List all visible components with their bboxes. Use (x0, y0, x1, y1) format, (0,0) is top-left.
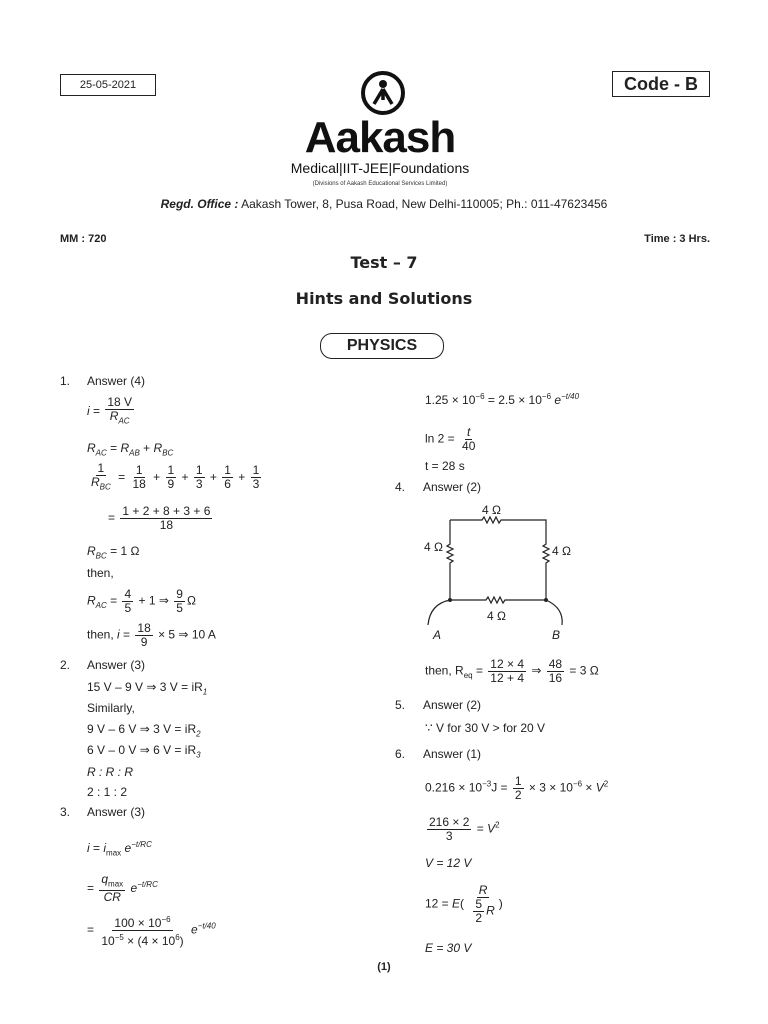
q6-e: E = 30 V (425, 941, 472, 955)
q2-number: 2. (60, 658, 71, 672)
q6-eq2: $\frac{216 \times 2}{3}$ = $V^2$ (429, 815, 500, 843)
q1-eq5: $R_{AC}$ = $\frac{4}{5}$ + 1 ⇒ $\frac{9}{5}$ Ω (87, 587, 196, 615)
q3-answer: Answer (3) (87, 805, 146, 819)
duration: Time : 3 Hrs. (644, 233, 710, 245)
q4-resistor-top: 4 Ω (482, 503, 501, 517)
test-subtitle: Hints and Solutions (295, 289, 473, 308)
q2-line1-text: 15 V – 9 V ⇒ 3 V = iR (87, 680, 203, 694)
max-marks: MM : 720 (60, 233, 107, 245)
q4-resistor-bottom: 4 Ω (487, 609, 506, 623)
q3-eq2: = $\frac{q_{max}}{CR}$ $e^{-t/RC}$ (87, 872, 158, 905)
brand-name: Aakash (304, 113, 456, 162)
aakash-logo-icon (360, 70, 406, 116)
q1-eq1: i = $\frac{18 V}{R_{AC}}$ (87, 395, 133, 426)
q4-node-left (448, 598, 452, 602)
test-title: Test – 7 (350, 253, 418, 272)
q2-answer: Answer (3) (87, 658, 146, 672)
q1-answer: Answer (4) (87, 374, 146, 388)
q4-resistor-left: 4 Ω (424, 540, 443, 554)
q1-rbc-symbol: R (87, 544, 96, 558)
q6-answer: Answer (1) (423, 747, 482, 761)
q5-answer: Answer (2) (423, 698, 482, 712)
q3-result: t = 28 s (425, 459, 465, 473)
q2-line1: 15 V – 9 V ⇒ 3 $V = iR_1$ (87, 680, 208, 697)
date-box: 25-05-2021 (60, 74, 156, 96)
q2-line3: 6 V – 0 V ⇒ 6 $V = iR_3$ (87, 743, 201, 760)
q2-similarly: Similarly, (87, 701, 135, 715)
q1-rbc-value: = 1 Ω (110, 544, 140, 558)
q6-eq1: $0.216 \times 10^{-3}J$ = $\frac{1}{2}$ × $3 \times 10^{-6} \times V^2$ (425, 774, 609, 802)
q1-number: 1. (60, 374, 71, 388)
subject-badge: PHYSICS (320, 333, 444, 359)
q5-line: ∵ V for 30 V > for 20 V (425, 721, 546, 735)
q1-eq6: then, i = $\frac{18}{9}$ × 5 ⇒ 10 A (87, 621, 216, 649)
q4-label-a: A (433, 628, 442, 642)
q3-eq4: $1.25 \times 10^{-6} = 2.5 \times 10^{-6}$ $e^{-t/40}$ (425, 392, 580, 407)
q4-answer: Answer (2) (423, 480, 482, 494)
q1-eq2: $R_{AC} = R_{AB} + R_{BC}$ (87, 441, 174, 458)
brand-tagline: Medical|IIT-JEE|Foundations (290, 160, 470, 176)
q6-eq3: 12 = E( R $\frac{5}{2}$ R ) (425, 883, 503, 925)
office-text: Aakash Tower, 8, Pusa Road, New Delhi-110005; Ph.: 011-47623456 (241, 197, 608, 211)
q2-line2: 9 V – 6 V ⇒ 3 $V = iR_2$ (87, 722, 201, 739)
q1-eq4: = $\frac{1 + 2 + 8 + 3 + 6}{18}$ (108, 504, 211, 532)
q1-eq3: $\frac{1}{R_{BC}}$ = $\frac{1}{18}$ + $\frac{1}{9}$ + $\frac{1}{3}$ + $\frac{1}{6}$ + $\frac{1}{3}$ (91, 461, 260, 492)
q5-number: 5. (395, 698, 406, 712)
q2-ratio: R : R : R (87, 765, 134, 779)
office-address (0, 197, 768, 211)
q3-eq1: $i = i_{max}$ $e^{-t/RC}$ (87, 840, 152, 858)
q4-resistor-right: 4 Ω (552, 544, 571, 558)
q4-req-prefix: then, R (425, 663, 464, 678)
page-number: (1) (377, 961, 391, 973)
q2-line2-text: 9 V – 6 V ⇒ 3 V = iR (87, 722, 197, 736)
office-label: Regd. Office : (160, 197, 239, 211)
q3-eq3: = $\frac{100 \times 10^{-6}}{10^{-5} \times (4 \times 10^6)}$ $e^{-t/40}$ (87, 915, 216, 948)
code-badge: Code - B (612, 71, 710, 97)
q4-node-right (544, 598, 548, 602)
q3-eq5: ln 2 = $\frac{t}{40}$ (425, 425, 476, 453)
q6-number: 6. (395, 747, 406, 761)
q4-req: then, $R_{eq}$ = $\frac{12 \times 4}{12 + 4}$ ⇒ $\frac{48}{16}$ = 3 Ω (425, 657, 599, 685)
q4-label-b: B (552, 628, 561, 642)
brand-division: (Divisions of Aakash Educational Services Limited) (312, 181, 448, 187)
q1-rbc: $R_{BC} = 1$ Ω (87, 544, 140, 561)
q2-line3-text: 6 V – 0 V ⇒ 6 V = iR (87, 743, 197, 757)
q2-ratio-values: 2 : 1 : 2 (87, 785, 128, 799)
q6-v: V = 12 V (425, 856, 472, 870)
q4-number: 4. (395, 480, 406, 494)
q1-then: then, (87, 566, 114, 580)
q3-number: 3. (60, 805, 71, 819)
